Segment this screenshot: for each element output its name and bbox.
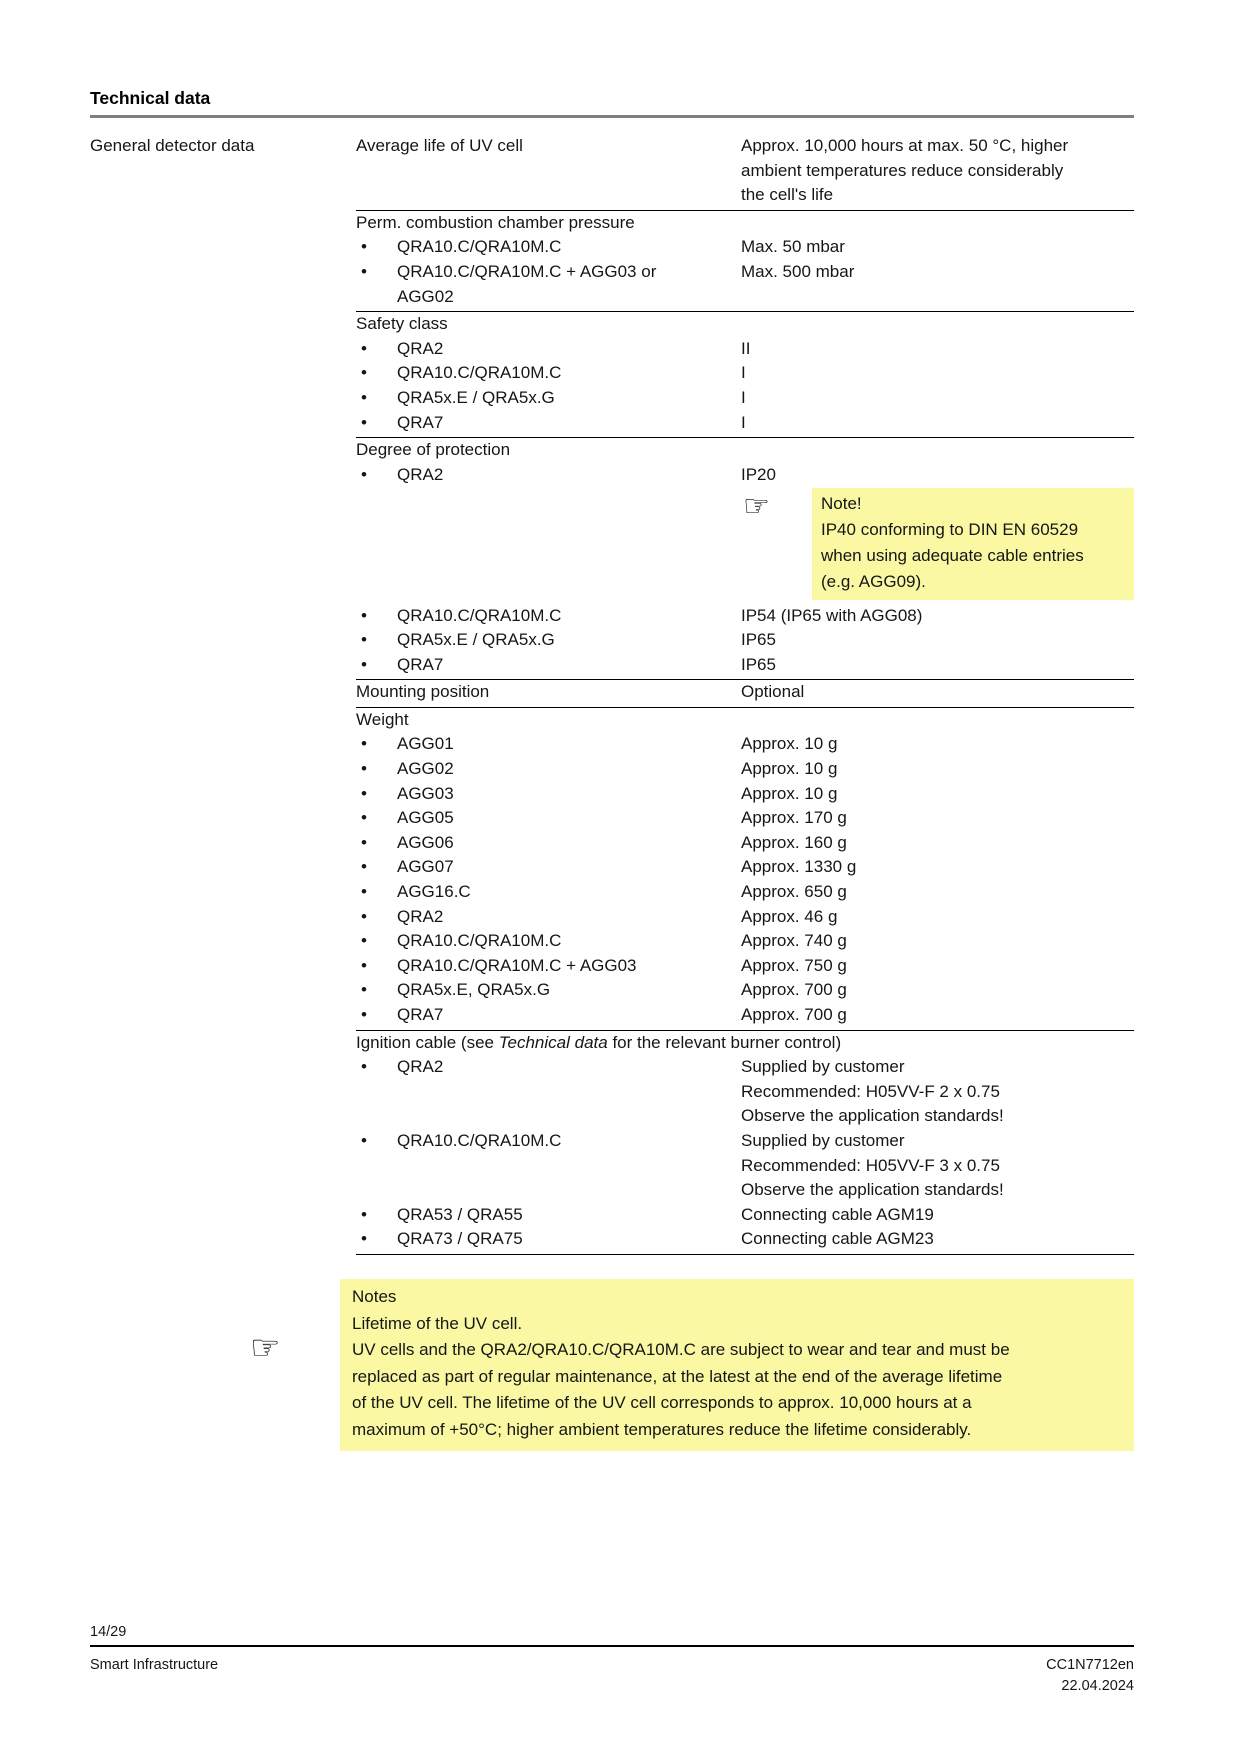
bullet-icon: • — [361, 808, 367, 828]
table-row — [356, 337, 1134, 362]
table-group — [356, 438, 1134, 680]
table-row — [356, 905, 1134, 930]
bullet-icon: • — [361, 857, 367, 877]
group-header: Perm. combustion chamber pressure — [356, 212, 635, 232]
row-label — [397, 929, 741, 954]
row-label — [397, 653, 741, 678]
bullet-icon: • — [361, 734, 367, 754]
row-label-line: QRA10.C/QRA10M.C — [397, 237, 562, 257]
table-row — [356, 680, 1134, 705]
row-label — [397, 1055, 741, 1080]
table-row — [356, 235, 1134, 260]
row-label-cell — [356, 604, 741, 629]
row-value-cell — [741, 463, 1134, 488]
row-value-cell — [741, 361, 1134, 386]
table-group — [356, 312, 1134, 438]
row-value-line: IP65 — [741, 630, 776, 650]
table-groups — [356, 134, 1134, 1255]
row-label — [356, 680, 741, 705]
row-group-label: General detector data — [90, 136, 255, 155]
row-value-cell — [741, 806, 1134, 831]
table-row — [356, 929, 1134, 954]
row-value-line: Approx. 700 g — [741, 1005, 847, 1024]
row-value-cell — [741, 1129, 1134, 1203]
row-label-cell — [356, 1129, 741, 1203]
table-row — [356, 978, 1134, 1003]
row-value-line: Approx. 170 g — [741, 808, 847, 828]
row-value-line: Approx. 650 g — [741, 882, 847, 902]
footer-company: Smart Infrastructure — [90, 1656, 219, 1673]
bullet-icon: • — [361, 882, 367, 902]
table-row — [356, 361, 1134, 386]
table-row — [356, 732, 1134, 757]
row-label — [397, 235, 741, 260]
row-value-line: Connecting cable AGM23 — [741, 1229, 934, 1249]
row-value-cell — [741, 954, 1134, 979]
bullet-icon: • — [361, 1204, 367, 1224]
content-area — [90, 88, 1134, 1255]
table-row — [356, 1227, 1134, 1252]
notes-text-line: Lifetime of the UV cell. — [352, 1313, 523, 1333]
row-label — [397, 1003, 741, 1028]
row-value-line: Connecting cable AGM19 — [741, 1204, 934, 1224]
row-label-cell — [356, 905, 741, 930]
table-row — [356, 386, 1134, 411]
row-label-cell — [356, 831, 741, 856]
table-row — [356, 831, 1134, 856]
row-value-cell — [741, 1055, 1134, 1129]
row-value-line: Optional — [741, 682, 805, 702]
bullet-icon: • — [361, 654, 367, 674]
table-group-header-row — [356, 312, 1134, 337]
row-label-line: QRA73 / QRA75 — [397, 1229, 523, 1249]
row-label-line: AGG05 — [397, 808, 454, 828]
table-group — [356, 680, 1134, 708]
row-label — [397, 905, 741, 930]
row-label — [397, 260, 741, 309]
note-text-line: (e.g. AGG09). — [821, 571, 926, 591]
row-value-cell — [741, 978, 1134, 1003]
row-label-line: AGG02 — [397, 286, 454, 306]
row-value-line: Max. 50 mbar — [741, 237, 845, 257]
row-value-cell — [741, 929, 1134, 954]
table-row — [356, 653, 1134, 678]
table-row — [356, 1129, 1134, 1203]
technical-data-table — [90, 134, 1134, 1255]
row-value-line: IP20 — [741, 464, 776, 484]
row-label-cell — [356, 1003, 741, 1028]
row-value-cell — [741, 1003, 1134, 1028]
table-row — [356, 782, 1134, 807]
bullet-icon: • — [361, 387, 367, 407]
row-label-line: QRA10.C/QRA10M.C + AGG03 or — [397, 261, 657, 281]
row-label-cell — [356, 653, 741, 678]
row-value-line: Approx. 740 g — [741, 931, 847, 951]
row-label-line: Average life of UV cell — [356, 136, 523, 155]
row-label-line: QRA7 — [397, 654, 444, 674]
row-label-line: AGG03 — [397, 783, 454, 803]
group-header-part: Ignition cable (see — [356, 1032, 499, 1052]
row-value-cell — [741, 680, 1134, 705]
row-value-line: Approx. 160 g — [741, 832, 847, 852]
row-value-cell — [741, 782, 1134, 807]
row-label-line: Mounting position — [356, 682, 490, 702]
row-value-line: ambient temperatures reduce considerably — [741, 160, 1064, 180]
row-label-cell — [356, 1055, 741, 1129]
row-label-line: QRA53 / QRA55 — [397, 1204, 523, 1224]
table-row — [356, 260, 1134, 309]
note-cell — [741, 488, 1134, 599]
row-value-line: Approx. 1330 g — [741, 857, 857, 877]
row-label-cell — [356, 463, 741, 488]
group-header: Weight — [356, 709, 409, 729]
table-group — [356, 708, 1134, 1031]
row-value-line: I — [741, 363, 746, 383]
row-label — [397, 1203, 741, 1228]
notes-text-line: Notes — [352, 1287, 397, 1306]
row-value-line: II — [741, 338, 751, 358]
table-row — [356, 463, 1134, 488]
bullet-icon: • — [361, 605, 367, 625]
row-value-cell — [741, 855, 1134, 880]
bullet-icon: • — [361, 1057, 367, 1077]
note-highlight-box — [812, 488, 1134, 599]
row-value-line: I — [741, 387, 746, 407]
note-spacer — [356, 488, 741, 599]
row-label-cell — [356, 782, 741, 807]
table-row — [356, 954, 1134, 979]
bullet-icon: • — [361, 1130, 367, 1150]
table-row — [356, 1003, 1134, 1028]
row-label-cell — [356, 954, 741, 979]
row-value-cell — [741, 1227, 1134, 1252]
bullet-icon: • — [361, 1005, 367, 1024]
notes-text-line: of the UV cell. The lifetime of the UV cell corresponds to approx. 10,000 hours at a — [352, 1393, 972, 1413]
table-group — [356, 1031, 1134, 1255]
bullet-icon: • — [361, 338, 367, 358]
row-label-line: QRA2 — [397, 338, 444, 358]
pointing-hand-icon: ☞ — [743, 489, 770, 525]
row-label-line: AGG16.C — [397, 882, 471, 902]
row-value-cell — [741, 653, 1134, 678]
row-value-line: Supplied by customer — [741, 1057, 905, 1077]
table-group-header-row — [356, 211, 1134, 236]
row-value-cell — [741, 1203, 1134, 1228]
bullet-icon: • — [361, 464, 367, 484]
bullet-icon: • — [361, 783, 367, 803]
table-group — [356, 211, 1134, 312]
row-value-line: IP65 — [741, 654, 776, 674]
row-label-cell — [356, 134, 741, 208]
row-value-line: IP54 (IP65 with AGG08) — [741, 605, 923, 625]
row-value-line: Approx. 10 g — [741, 759, 838, 779]
bullet-icon: • — [361, 630, 367, 650]
row-value-line: Approx. 750 g — [741, 955, 847, 975]
row-label-cell — [356, 235, 741, 260]
row-label-line: AGG01 — [397, 734, 454, 754]
row-label-line: AGG06 — [397, 832, 454, 852]
row-value-cell — [741, 628, 1134, 653]
page-footer — [90, 1622, 1134, 1698]
table-row — [356, 880, 1134, 905]
bullet-icon: • — [361, 363, 367, 383]
row-value-cell — [741, 337, 1134, 362]
table-row — [356, 806, 1134, 831]
table-row — [356, 1203, 1134, 1228]
row-label-cell — [356, 361, 741, 386]
bullet-icon: • — [361, 980, 367, 1000]
bullet-icon: • — [361, 261, 367, 281]
row-label — [397, 1227, 741, 1252]
row-value-cell — [741, 905, 1134, 930]
page-number: 14/29 — [90, 1624, 127, 1640]
row-value-line: Approx. 700 g — [741, 980, 847, 1000]
group-header — [356, 1031, 1134, 1056]
table-row — [356, 757, 1134, 782]
bullet-icon: • — [361, 412, 367, 432]
row-label — [397, 411, 741, 436]
bullet-icon: • — [361, 906, 367, 926]
row-value-cell — [741, 732, 1134, 757]
row-label-cell — [356, 929, 741, 954]
footer-date: 22.04.2024 — [1061, 1678, 1134, 1694]
note-text-line: Note! — [821, 494, 862, 514]
row-label-line: QRA10.C/QRA10M.C + AGG03 — [397, 955, 637, 975]
row-label-line: QRA5x.E / QRA5x.G — [397, 630, 555, 650]
notes-text-line: maximum of +50°C; higher ambient temperatures reduce the lifetime considerably. — [352, 1419, 972, 1439]
row-value-cell — [741, 604, 1134, 629]
row-label-cell — [356, 806, 741, 831]
row-value-line: I — [741, 412, 746, 432]
row-label — [397, 806, 741, 831]
bullet-icon: • — [361, 931, 367, 951]
row-label-cell — [356, 680, 741, 705]
row-label-line: QRA5x.E, QRA5x.G — [397, 980, 551, 1000]
row-value-line: Observe the application standards! — [741, 1180, 1004, 1200]
pointing-hand-icon: ☞ — [250, 1328, 281, 1368]
notes-highlight-box — [340, 1279, 1134, 1451]
row-value-cell — [741, 260, 1134, 309]
row-label-line: QRA7 — [397, 1005, 444, 1024]
table-row — [356, 134, 1134, 208]
row-label-line: QRA10.C/QRA10M.C — [397, 363, 562, 383]
row-label-line: AGG02 — [397, 759, 454, 779]
bullet-icon: • — [361, 955, 367, 975]
row-value-line: Observe the application standards! — [741, 1106, 1004, 1126]
row-value-cell — [741, 831, 1134, 856]
table-row — [356, 411, 1134, 436]
row-label — [397, 337, 741, 362]
notes-text-line: UV cells and the QRA2/QRA10.C/QRA10M.C are subject to wear and tear and must be — [352, 1340, 1010, 1360]
row-label-cell — [356, 628, 741, 653]
row-label — [397, 386, 741, 411]
row-label-cell — [356, 260, 741, 309]
row-value-line: Supplied by customer — [741, 1130, 905, 1150]
row-label — [397, 1129, 741, 1154]
row-value-cell — [741, 757, 1134, 782]
row-label-line: QRA7 — [397, 412, 444, 432]
notes-section — [90, 1279, 1134, 1451]
row-label-cell — [356, 732, 741, 757]
row-label — [397, 361, 741, 386]
row-label — [397, 628, 741, 653]
bullet-icon: • — [361, 832, 367, 852]
row-value-line: Approx. 46 g — [741, 906, 838, 926]
row-label-cell — [356, 1203, 741, 1228]
row-label — [397, 463, 741, 488]
bullet-icon: • — [361, 1229, 367, 1249]
row-value-cell — [741, 880, 1134, 905]
row-label — [397, 978, 741, 1003]
table-group-header-row — [356, 708, 1134, 733]
row-label-line: QRA5x.E / QRA5x.G — [397, 387, 555, 407]
row-label — [356, 134, 741, 159]
row-label-cell — [356, 386, 741, 411]
row-value-line: Approx. 10,000 hours at max. 50 °C, higher — [741, 136, 1069, 155]
row-label — [397, 954, 741, 979]
group-header: Degree of protection — [356, 440, 511, 460]
row-value-line: Recommended: H05VV-F 3 x 0.75 — [741, 1155, 1000, 1175]
row-label — [397, 732, 741, 757]
row-label — [397, 831, 741, 856]
table-row — [356, 604, 1134, 629]
footer-document-id: CC1N7712en — [1046, 1656, 1134, 1673]
row-value-cell — [741, 386, 1134, 411]
row-value-line: Max. 500 mbar — [741, 261, 855, 281]
row-value-line: the cell's life — [741, 185, 834, 205]
row-label-line: QRA2 — [397, 906, 444, 926]
row-value-line: Recommended: H05VV-F 2 x 0.75 — [741, 1081, 1000, 1101]
row-label-line: QRA2 — [397, 1057, 444, 1077]
row-label-cell — [356, 855, 741, 880]
notes-text-line: replaced as part of regular maintenance, at the latest at the end of the average lifetime — [352, 1366, 1003, 1386]
row-value-line: Approx. 10 g — [741, 734, 838, 754]
bullet-icon: • — [361, 759, 367, 779]
row-label — [397, 880, 741, 905]
row-label-cell — [356, 411, 741, 436]
table-row — [356, 488, 1134, 599]
row-label-line: QRA2 — [397, 464, 444, 484]
row-label-line: AGG07 — [397, 857, 454, 877]
bullet-icon: • — [361, 237, 367, 257]
group-header: Safety class — [356, 314, 448, 334]
table-row — [356, 855, 1134, 880]
row-label-cell — [356, 757, 741, 782]
table-group — [356, 134, 1134, 211]
page-title: Technical data — [90, 88, 211, 108]
note-text-line: IP40 conforming to DIN EN 60529 — [821, 520, 1079, 540]
row-label-cell — [356, 1227, 741, 1252]
row-label-cell — [356, 337, 741, 362]
row-label-line: QRA10.C/QRA10M.C — [397, 1130, 562, 1150]
row-label — [397, 757, 741, 782]
table-row — [356, 1055, 1134, 1129]
group-header-part: for the relevant burner control) — [607, 1032, 842, 1052]
group-header-part: Technical data — [498, 1032, 608, 1052]
note-text-line: when using adequate cable entries — [821, 545, 1084, 565]
table-row — [356, 628, 1134, 653]
title-rule — [90, 115, 1134, 118]
row-label-cell — [356, 978, 741, 1003]
row-value-line: Approx. 10 g — [741, 783, 838, 803]
row-label — [397, 855, 741, 880]
row-value-cell — [741, 235, 1134, 260]
row-label — [397, 782, 741, 807]
row-label-line: QRA10.C/QRA10M.C — [397, 931, 562, 951]
row-label-line: QRA10.C/QRA10M.C — [397, 605, 562, 625]
footer-rule — [90, 1645, 1134, 1647]
row-value-cell — [741, 134, 1134, 208]
row-label — [397, 604, 741, 629]
table-group-header-row — [356, 1031, 1134, 1056]
table-group-header-row — [356, 438, 1134, 463]
row-label-cell — [356, 880, 741, 905]
row-value-cell — [741, 411, 1134, 436]
